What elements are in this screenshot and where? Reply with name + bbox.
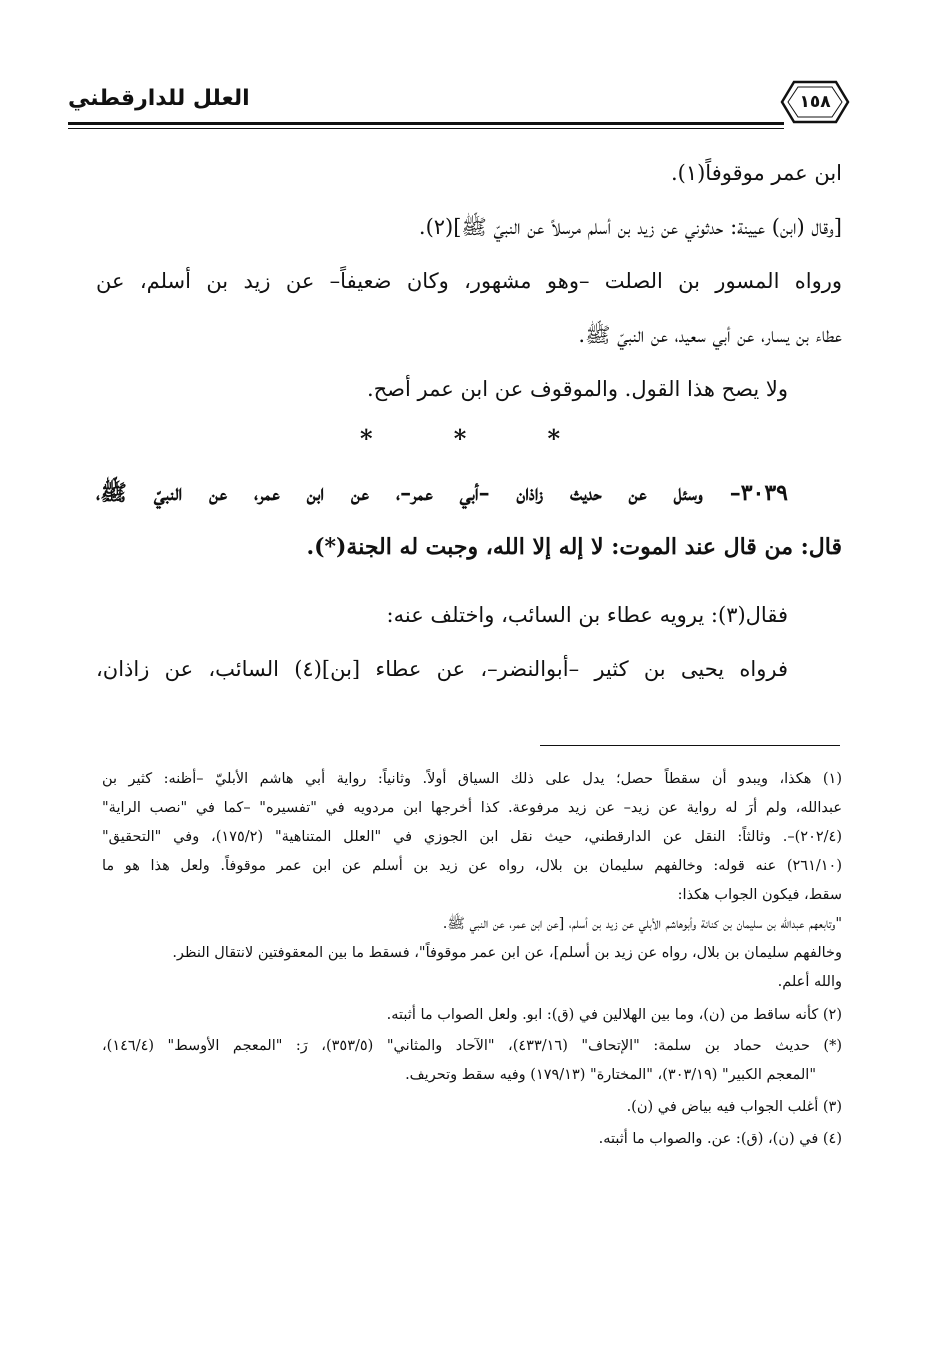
header-rule: [68, 122, 784, 125]
separator-star: *: [453, 424, 467, 453]
entry-heading-line-1: ٣٠٣٩– وسئل عن حديث زاذان –أبي عمر–، عن ابن عمر، عن النبيّ ﷺ،: [96, 480, 788, 506]
footnote-line: (١) هكذا، ويبدو أن سقطاً حصل؛ يدل على ذلك السياق أولاً. وثانياً: رواية أبي هاشم الأبليّ –أظنه: كثير بن: [102, 771, 842, 787]
footnote-line: (٣) أغلب الجواب فيه بياض في (ن).: [626, 1099, 842, 1115]
body-line-4: عطاء بن يسار، عن أبي سعيد، عن النبيّ ﷺ.: [578, 323, 842, 347]
entry-heading-line-2: قال: من قال عند الموت: لا إله إلا الله، وجبت له الجنة(*).: [306, 534, 842, 560]
page-number-badge: [780, 80, 850, 124]
running-title: العلل للدارقطني: [68, 86, 250, 111]
body-line-9: فرواه يحيى بن كثير –أبوالنضر–، عن عطاء [بن](٤) السائب، عن زاذان،: [96, 657, 788, 681]
footnote-line: (٤) في (ن)، (ق): عن. والصواب ما أثبته.: [598, 1131, 842, 1147]
footnote-line: (٢٠٢/٤)–. وثالثاً: النقل عن الدارقطني، حيث نقل ابن الجوزي في "العلل المتناهية" (١٧٥/٢)، وفي "التحقيق": [102, 829, 842, 845]
footnote-line: والله أعلم.: [777, 974, 842, 990]
footnote-line: (٢) كأنه ساقط من (ن)، وما بين الهلالين في (ق): ابو. ولعل الصواب ما أثبته.: [386, 1007, 842, 1023]
body-line-5: ولا يصح هذا القول. والموقوف عن ابن عمر أصح.: [366, 377, 788, 401]
section-separator: [360, 424, 560, 454]
body-line-1: ابن عمر موقوفاً(١).: [670, 161, 842, 185]
footnote-line: عبدالله، ولم أرَ له رواية عن زيد– عن زيد مرفوعة. كذا أخرجها ابن مردويه في "تفسيره" –كما في "نصب الراية": [102, 800, 842, 816]
header-rule-thin: [68, 128, 784, 129]
separator-star: *: [547, 424, 560, 453]
separator-star: *: [360, 424, 373, 453]
footnote-line: وخالفهم سليمان بن بلال، رواه عن زيد بن أسلم]، عن ابن عمر موقوفاً"، فسقط ما بين المعقوفتين لانتقال النظر.: [172, 945, 842, 961]
footnote-line: "وتابعهم عبدالله بن سليمان بن كنانة وأبوهاشم الأبلي عن زيد بن أسلم، [عن ابن عمر، عن النبي ﷺ.: [442, 916, 842, 932]
page-number: ١٥٨: [799, 92, 831, 112]
page-header: [68, 78, 850, 130]
footnote-line: (٢٦١/١٠) عنه قوله: وخالفهم سليمان بن بلال، رواه عن زيد بن أسلم عن ابن عمر موقوفاً. ولعل هذا هو ما: [102, 858, 842, 874]
footnote-rule: [540, 745, 840, 746]
footnote-line: "المعجم الكبير" (٣٠٣/١٩)، "المختارة" (١٧٩/١٣) وفيه سقط وتحريف.: [405, 1067, 816, 1083]
footnote-line: (*) حديث حماد بن سلمة: "الإتحاف" (٤٣٣/١٦)، "الآحاد والمثاني" (٣٥٣/٥)، رَ: "المعجم الأوسط" (١٤٦/٤)،: [102, 1038, 842, 1054]
body-line-8: فقال(٣): يرويه عطاء بن السائب، واختلف عنه:: [386, 603, 788, 627]
body-line-3: ورواه المسور بن الصلت –وهو مشهور، وكان ضعيفاً– عن زيد بن أسلم، عن: [96, 269, 842, 293]
body-line-2: [وقال (ابن) عيينة: حدثوني عن زيد بن أسلم مرسلاً عن النبيّ ﷺ](٢).: [418, 215, 842, 239]
footnote-line: سقط، فيكون الجواب هكذا:: [677, 887, 842, 903]
